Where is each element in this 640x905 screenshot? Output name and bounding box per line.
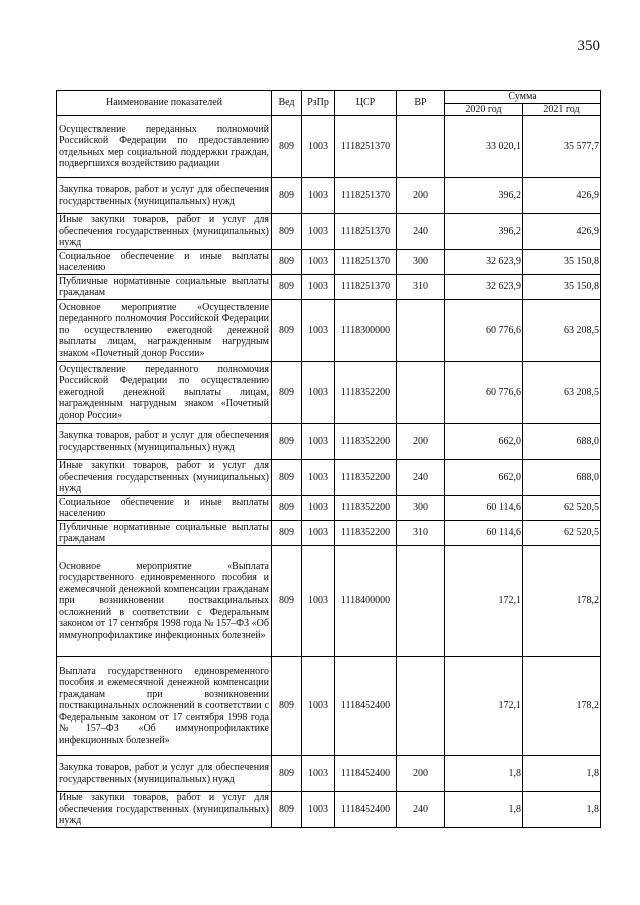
row-vr-cell [397, 657, 445, 756]
table-row [57, 300, 601, 362]
row-ved-cell: 809 [272, 424, 302, 460]
row-rzpr-cell: 1003 [302, 657, 335, 756]
table-row [57, 546, 601, 657]
header-year-2021: 2021 год [523, 103, 601, 116]
row-name-cell: Закупка товаров, работ и услуг для обеспечения государственных (муниципальных) нужд [57, 178, 272, 214]
table-row [57, 792, 601, 828]
row-sum-2021-cell: 688,0 [523, 460, 601, 496]
header-name: Наименование показателей [57, 91, 272, 116]
row-rzpr-cell: 1003 [302, 546, 335, 657]
table-row [57, 116, 601, 178]
table-row [57, 496, 601, 521]
row-name-cell: Осуществление переданных полномочий Российской Федерации по предоставлению отдельных мер социальной поддержки граждан, подвергшихся воздействию радиации [57, 116, 272, 178]
row-ved-cell: 809 [272, 657, 302, 756]
header-vr: ВР [397, 91, 445, 116]
row-sum-2020-cell: 172,1 [445, 546, 523, 657]
row-sum-2020-cell: 60 114,6 [445, 521, 523, 546]
row-csr-cell: 1118452400 [335, 657, 397, 756]
row-name-cell: Публичные нормативные социальные выплаты гражданам [57, 275, 272, 300]
row-vr-cell: 300 [397, 250, 445, 275]
row-vr-cell [397, 116, 445, 178]
table-row [57, 424, 601, 460]
row-csr-cell: 1118400000 [335, 546, 397, 657]
row-sum-2021-cell: 1,8 [523, 756, 601, 792]
row-sum-2020-cell: 662,0 [445, 424, 523, 460]
row-sum-2020-cell: 172,1 [445, 657, 523, 756]
row-name-cell: Осуществление переданного полномочия Российской Федерации по осуществлению ежегодной денежной выплаты лицам, награжденным нагрудным знаком «Почетный донор России» [57, 362, 272, 424]
row-sum-2021-cell: 426,9 [523, 214, 601, 250]
row-name-cell: Иные закупки товаров, работ и услуг для обеспечения государственных (муниципальных) нужд [57, 792, 272, 828]
header-rzpr: РзПр [302, 91, 335, 116]
row-ved-cell: 809 [272, 792, 302, 828]
row-csr-cell: 1118251370 [335, 178, 397, 214]
row-sum-2020-cell: 60 114,6 [445, 496, 523, 521]
row-sum-2021-cell: 1,8 [523, 792, 601, 828]
row-rzpr-cell: 1003 [302, 792, 335, 828]
row-name-cell: Основное мероприятие «Осуществление переданного полномочия Российской Федерации по осуществлению ежегодной денежной выплаты лицам, награжденным нагрудным знаком «Почетный донор России» [57, 300, 272, 362]
row-vr-cell: 240 [397, 214, 445, 250]
row-sum-2021-cell: 178,2 [523, 657, 601, 756]
table-row [57, 178, 601, 214]
table-row [57, 460, 601, 496]
row-ved-cell: 809 [272, 275, 302, 300]
row-sum-2020-cell: 60 776,6 [445, 300, 523, 362]
row-vr-cell [397, 362, 445, 424]
header-ved: Вед [272, 91, 302, 116]
row-csr-cell: 1118352200 [335, 496, 397, 521]
row-vr-cell: 310 [397, 275, 445, 300]
row-sum-2021-cell: 62 520,5 [523, 496, 601, 521]
table-row [57, 657, 601, 756]
row-sum-2021-cell: 62 520,5 [523, 521, 601, 546]
row-sum-2021-cell: 35 150,8 [523, 250, 601, 275]
row-csr-cell: 1118352200 [335, 521, 397, 546]
budget-table [56, 90, 601, 828]
row-ved-cell: 809 [272, 362, 302, 424]
row-name-cell: Социальное обеспечение и иные выплаты населению [57, 250, 272, 275]
row-rzpr-cell: 1003 [302, 250, 335, 275]
row-sum-2021-cell: 178,2 [523, 546, 601, 657]
table-row [57, 250, 601, 275]
table-row [57, 521, 601, 546]
row-sum-2020-cell: 1,8 [445, 792, 523, 828]
row-name-cell: Основное мероприятие «Выплата государственного единовременного пособия и ежемесячной денежной компенсации гражданам при возникновении поствакцинальных осложнений в соответствии с Федеральным законом от 17 сентября 1998 года № 157–ФЗ «Об иммунопрофилактике инфекционных болезней» [57, 546, 272, 657]
header-year-2020: 2020 год [445, 103, 523, 116]
row-ved-cell: 809 [272, 116, 302, 178]
header-csr: ЦСР [335, 91, 397, 116]
row-sum-2021-cell: 63 208,5 [523, 362, 601, 424]
row-rzpr-cell: 1003 [302, 300, 335, 362]
row-rzpr-cell: 1003 [302, 178, 335, 214]
row-ved-cell: 809 [272, 214, 302, 250]
row-sum-2020-cell: 32 623,9 [445, 275, 523, 300]
row-vr-cell: 200 [397, 756, 445, 792]
row-sum-2020-cell: 1,8 [445, 756, 523, 792]
row-sum-2021-cell: 688,0 [523, 424, 601, 460]
row-rzpr-cell: 1003 [302, 116, 335, 178]
row-ved-cell: 809 [272, 521, 302, 546]
table-row [57, 756, 601, 792]
row-rzpr-cell: 1003 [302, 275, 335, 300]
row-rzpr-cell: 1003 [302, 214, 335, 250]
row-vr-cell: 200 [397, 424, 445, 460]
row-csr-cell: 1118452400 [335, 756, 397, 792]
table-header [57, 91, 601, 116]
row-ved-cell: 809 [272, 178, 302, 214]
row-rzpr-cell: 1003 [302, 496, 335, 521]
row-sum-2020-cell: 396,2 [445, 178, 523, 214]
row-name-cell: Выплата государственного единовременного пособия и ежемесячной денежной компенсации гражданам при возникновении поствакцинальных осложнений в соответствии с Федеральным законом от 17 сентября 1998 года №157–ФЗ «Об иммунопрофилактике инфекционных болезней» [57, 657, 272, 756]
row-ved-cell: 809 [272, 300, 302, 362]
row-sum-2020-cell: 60 776,6 [445, 362, 523, 424]
row-name-cell: Публичные нормативные социальные выплаты гражданам [57, 521, 272, 546]
row-ved-cell: 809 [272, 546, 302, 657]
row-vr-cell: 310 [397, 521, 445, 546]
row-sum-2020-cell: 32 623,9 [445, 250, 523, 275]
row-name-cell: Социальное обеспечение и иные выплаты населению [57, 496, 272, 521]
row-ved-cell: 809 [272, 756, 302, 792]
row-rzpr-cell: 1003 [302, 521, 335, 546]
table-row [57, 214, 601, 250]
row-ved-cell: 809 [272, 460, 302, 496]
row-csr-cell: 1118452400 [335, 792, 397, 828]
row-csr-cell: 1118352200 [335, 424, 397, 460]
table-row [57, 362, 601, 424]
page-number: 350 [577, 38, 600, 54]
row-rzpr-cell: 1003 [302, 362, 335, 424]
row-csr-cell: 1118352200 [335, 460, 397, 496]
row-sum-2020-cell: 396,2 [445, 214, 523, 250]
header-sum: Сумма [445, 91, 601, 104]
row-name-cell: Иные закупки товаров, работ и услуг для обеспечения государственных (муниципальных) нужд [57, 460, 272, 496]
row-csr-cell: 1118352200 [335, 362, 397, 424]
row-csr-cell: 1118251370 [335, 116, 397, 178]
table-row [57, 275, 601, 300]
row-name-cell: Закупка товаров, работ и услуг для обеспечения государственных (муниципальных) нужд [57, 424, 272, 460]
row-rzpr-cell: 1003 [302, 756, 335, 792]
table-body [57, 116, 601, 828]
row-ved-cell: 809 [272, 250, 302, 275]
row-csr-cell: 1118300000 [335, 300, 397, 362]
row-name-cell: Закупка товаров, работ и услуг для обеспечения государственных (муниципальных) нужд [57, 756, 272, 792]
row-sum-2021-cell: 35 150,8 [523, 275, 601, 300]
row-ved-cell: 809 [272, 496, 302, 521]
row-name-cell: Иные закупки товаров, работ и услуг для обеспечения государственных (муниципальных) нужд [57, 214, 272, 250]
row-vr-cell: 240 [397, 792, 445, 828]
row-sum-2020-cell: 33 020,1 [445, 116, 523, 178]
row-sum-2021-cell: 63 208,5 [523, 300, 601, 362]
row-vr-cell: 240 [397, 460, 445, 496]
row-rzpr-cell: 1003 [302, 460, 335, 496]
row-sum-2020-cell: 662,0 [445, 460, 523, 496]
row-sum-2021-cell: 426,9 [523, 178, 601, 214]
row-vr-cell: 200 [397, 178, 445, 214]
row-vr-cell [397, 546, 445, 657]
row-vr-cell [397, 300, 445, 362]
row-rzpr-cell: 1003 [302, 424, 335, 460]
row-sum-2021-cell: 35 577,7 [523, 116, 601, 178]
row-vr-cell: 300 [397, 496, 445, 521]
row-csr-cell: 1118251370 [335, 250, 397, 275]
row-csr-cell: 1118251370 [335, 214, 397, 250]
row-csr-cell: 1118251370 [335, 275, 397, 300]
